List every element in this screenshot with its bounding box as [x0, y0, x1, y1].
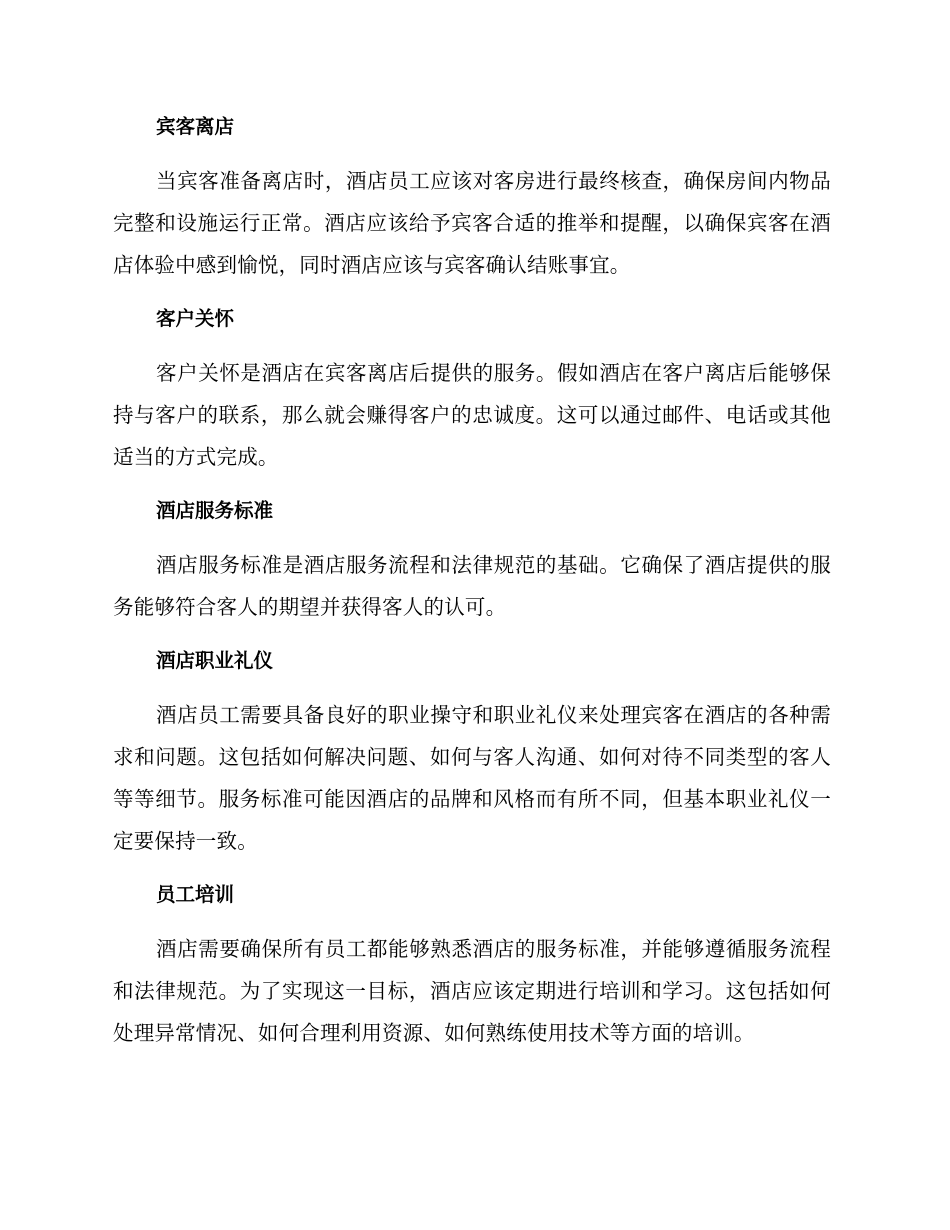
section-body-guest-checkout: 当宾客准备离店时，酒店员工应该对客房进行最终核查，确保房间内物品完整和设施运行正常。酒店应该给予宾客合适的推举和提醒，以确保宾客在酒店体验中感到愉悦，同时酒店应该与宾客确认结账事宜。 — [113, 169, 831, 277]
section-heading-professional-etiquette: 酒店职业礼仪 — [156, 649, 274, 672]
document-content — [113, 108, 831, 1068]
section-heading-service-standards: 酒店服务标准 — [156, 499, 274, 522]
section-heading-staff-training: 员工培训 — [156, 883, 235, 906]
section-body-service-standards: 酒店服务标准是酒店服务流程和法律规范的基础。它确保了酒店提供的服务能够符合客人的期望并获得客人的认可。 — [113, 553, 831, 619]
section-heading-guest-checkout: 宾客离店 — [156, 115, 235, 138]
section-body-professional-etiquette: 酒店员工需要具备良好的职业操守和职业礼仪来处理宾客在酒店的各种需求和问题。这包括如何解决问题、如何与客人沟通、如何对待不同类型的客人等等细节。服务标准可能因酒店的品牌和风格而有所不同，但基本职业礼仪一定要保持一致。 — [113, 703, 831, 853]
section-heading-customer-care: 客户关怀 — [156, 307, 235, 330]
section-body-customer-care: 客户关怀是酒店在宾客离店后提供的服务。假如酒店在客户离店后能够保持与客户的联系，那么就会赚得客户的忠诚度。这可以通过邮件、电话或其他适当的方式完成。 — [113, 361, 831, 469]
section-body-staff-training: 酒店需要确保所有员工都能够熟悉酒店的服务标准，并能够遵循服务流程和法律规范。为了实现这一目标，酒店应该定期进行培训和学习。这包括如何处理异常情况、如何合理利用资源、如何熟练使用技术等方面的培训。 — [113, 937, 831, 1045]
